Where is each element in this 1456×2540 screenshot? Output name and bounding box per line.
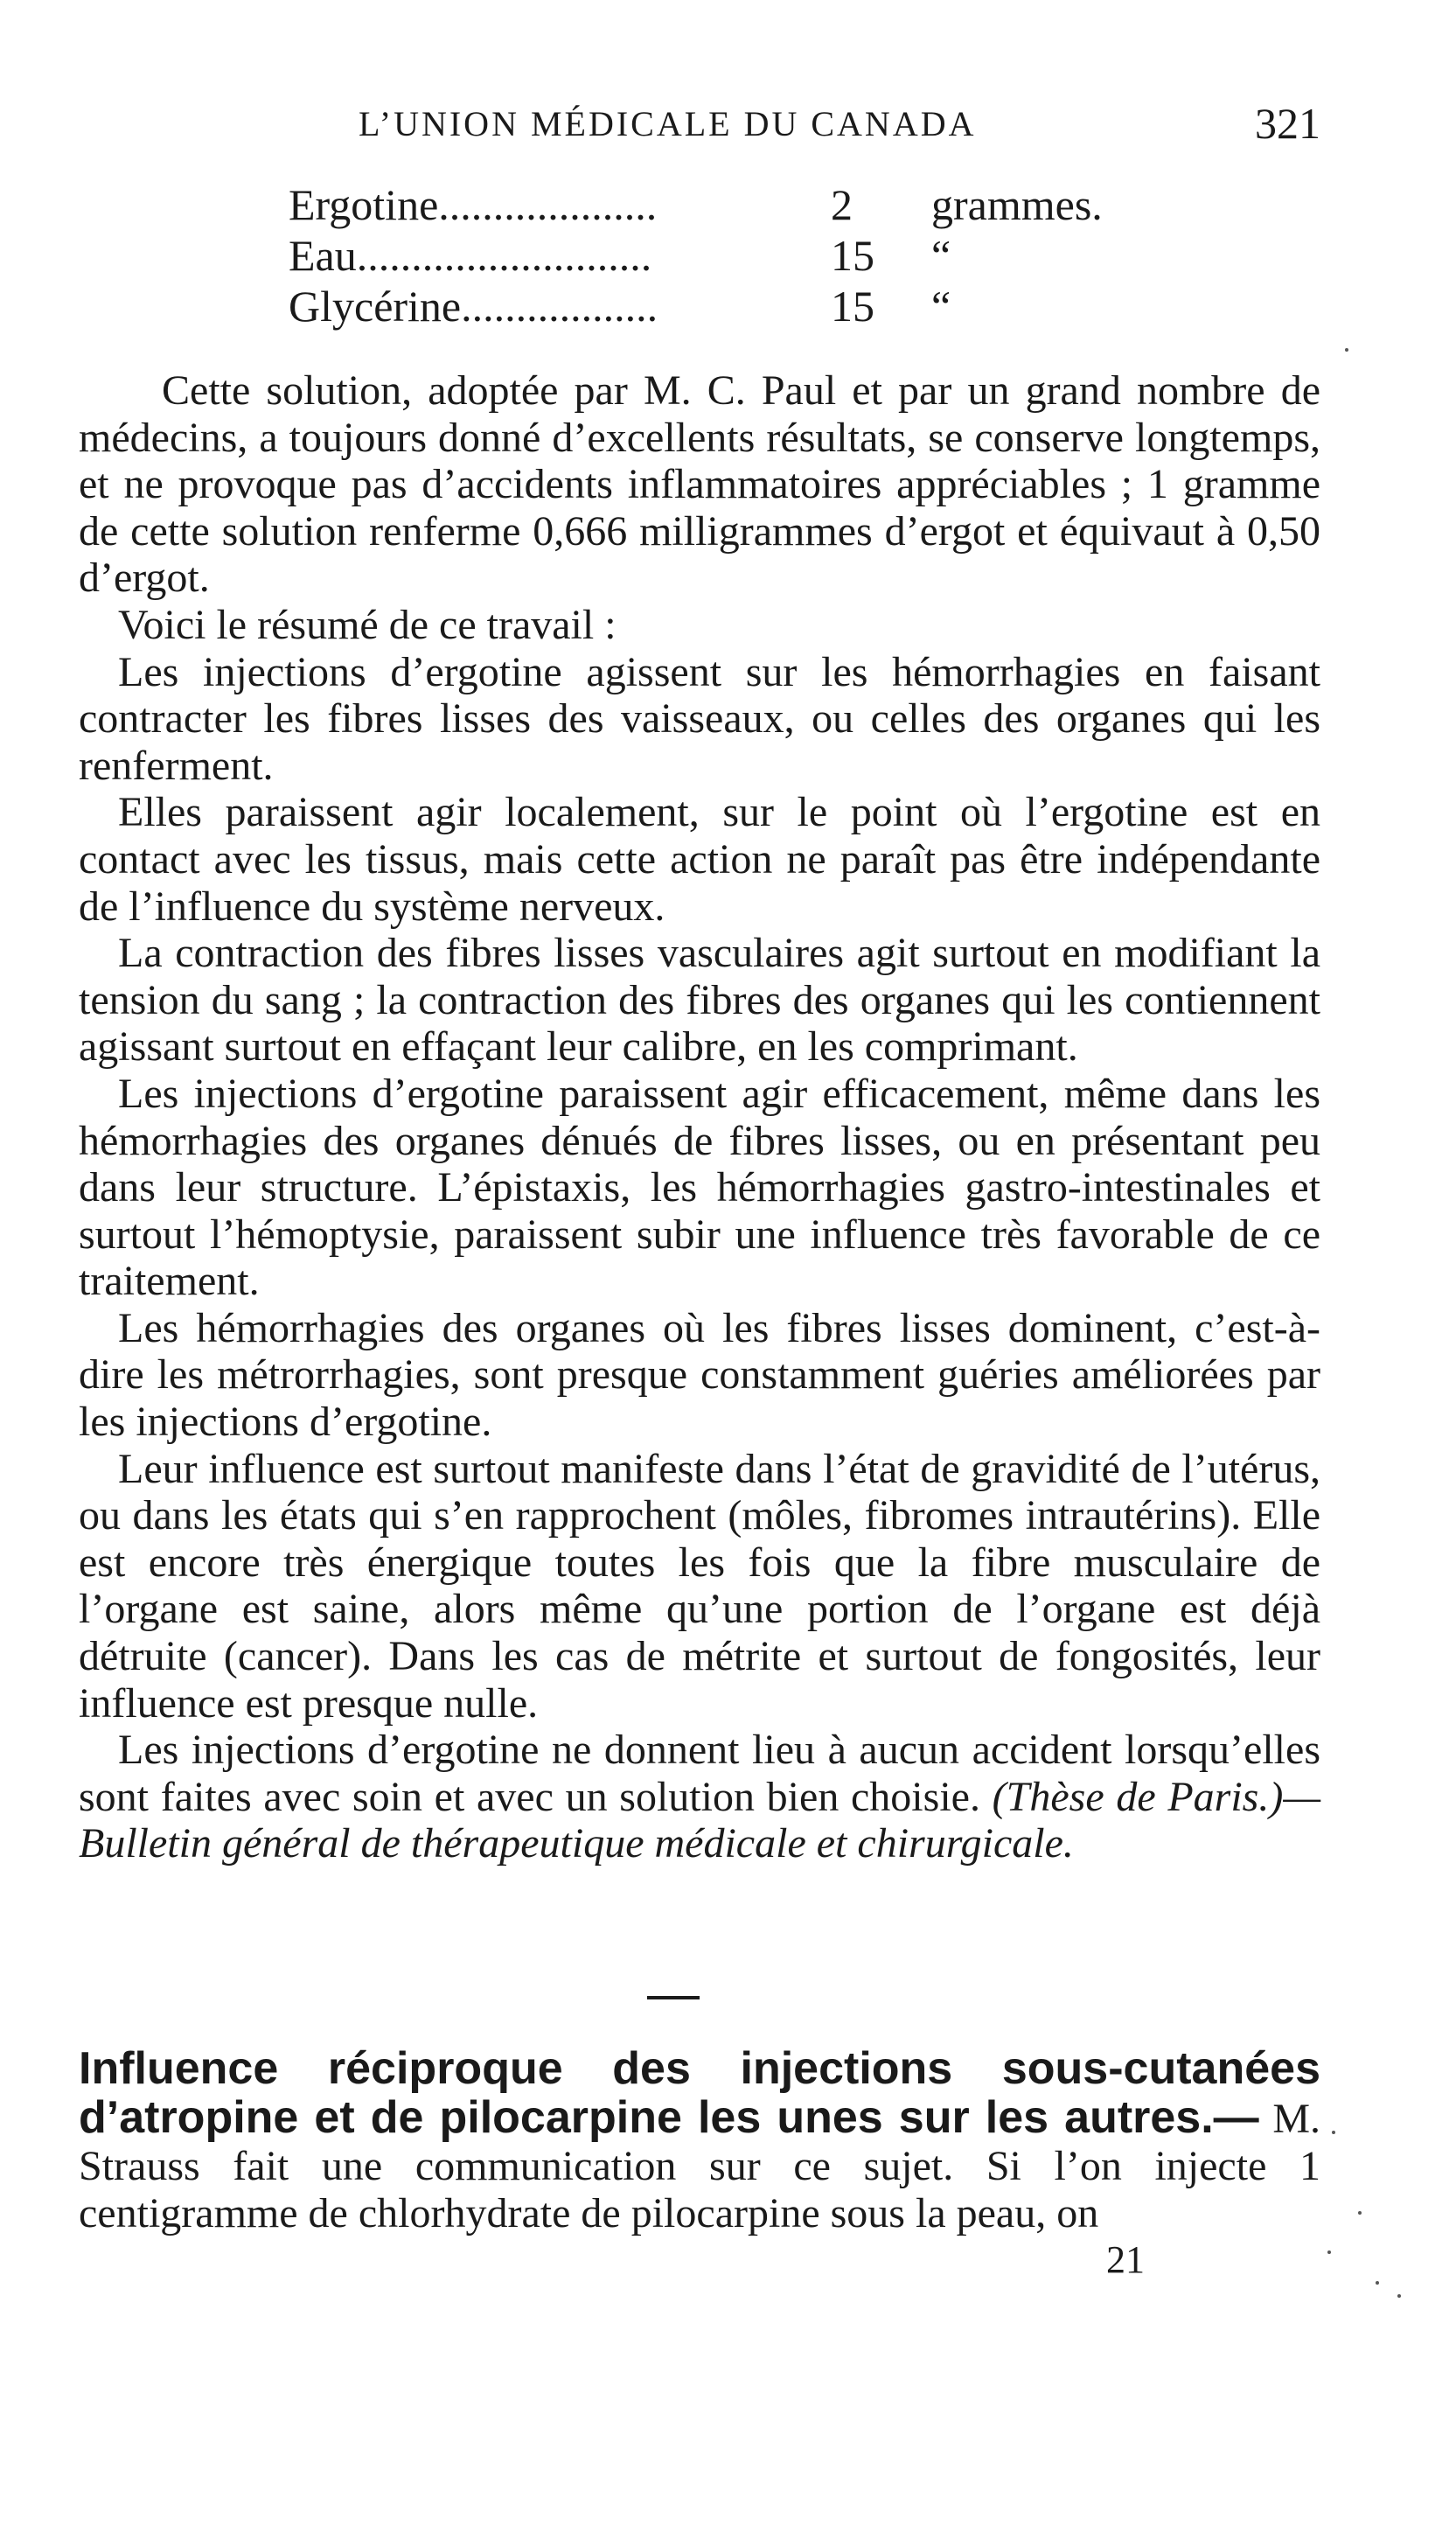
formula-ingredient: Glycérine..................	[289, 282, 658, 331]
speck	[1376, 2281, 1379, 2285]
article-heading: Influence réciproque des injections sous-cutanées d’atropine et de pilocarpine les unes sur les autres.—	[79, 2043, 1320, 2143]
journal-title: L’UNION MÉDICALE DU CANADA	[359, 104, 977, 143]
paragraph-text: Les injections d’ergotine ne donnent lieu à aucun accident lorsqu’elles sont faites avec soin et avec un solution bien choisie.	[79, 1727, 1320, 1820]
formula-unit: “	[931, 231, 951, 280]
speck	[1397, 2294, 1401, 2298]
formula-row	[289, 179, 1163, 230]
speck	[1358, 2211, 1362, 2215]
formula-unit: grammes.	[931, 180, 1103, 229]
paragraph: Les hémorrhagies des organes où les fibres lisses dominent, c’est-à-dire les métrorrhagies, sont presque constamment guéries améliorées par les injections d’ergotine.	[79, 1304, 1320, 1446]
formula-ingredient: Eau...........................	[289, 231, 652, 280]
paragraph: Cette solution, adoptée par M. C. Paul et par un grand nombre de médecins, a toujours donné d’excellents résultats, se conserve longtemps, et ne provoque pas d’accidents inflammatoires appréciables ; 1 gramme de cette solution renferme 0,666 milligrammes d’ergot et équivaut à 0,50 d’ergot.	[79, 367, 1320, 602]
running-head	[79, 99, 1320, 156]
formula-row	[289, 281, 1163, 331]
formula-row	[289, 230, 1163, 281]
speck	[1327, 2250, 1331, 2254]
paragraph: Elles paraissent agir localement, sur le point où l’ergotine est en contact avec les tissus, mais cette action ne paraît pas être indépendante de l’influence du système nerveux.	[79, 789, 1320, 930]
formula-quantity: 15	[831, 282, 874, 331]
paragraph: Leur influence est surtout manifeste dans l’état de gravidité de l’utérus, ou dans les états qui s’en rapprochent (môles, fibromes intrautérins). Elle est encore très énergique toutes les fois que la fibre musculaire de l’organe est saine, alors même qu’une portion de l’organe est déjà détruite (cancer). Dans les cas de métrite et surtout de fongosités, leur influence est presque nulle.	[79, 1445, 1320, 1727]
formula-ingredient: Ergotine....................	[289, 180, 658, 229]
speck	[1345, 348, 1348, 352]
section-divider	[647, 1996, 700, 1999]
citation: (Thèse de Paris.)—Bulletin général de thérapeutique médicale et chirurgicale.	[79, 1773, 1321, 1867]
paragraph: La contraction des fibres lisses vasculaires agit surtout en modifiant la tension du sang ; la contraction des fibres des organes qui les contiennent agissant surtout en effaçant leur calibre, en les comprimant.	[79, 930, 1320, 1071]
formula-unit: “	[931, 282, 951, 331]
body-text	[79, 367, 1320, 1867]
speck	[1332, 2131, 1335, 2134]
formula-table	[289, 179, 1163, 331]
paragraph	[79, 1727, 1320, 1867]
paragraph: Voici le résumé de ce travail :	[118, 601, 617, 648]
paragraph: Les injections d’ergotine paraissent agir efficacement, même dans les hémorrhagies des organes dénués de fibres lisses, ou en présentant peu dans leur structure. L’épistaxis, les hémorrhagies gastro-intestinales et surtout l’hémoptysie, paraissent subir une influence très favorable de ce traitement.	[79, 1070, 1320, 1305]
formula-quantity: 15	[831, 231, 874, 280]
signature-mark: 21	[1106, 2238, 1145, 2281]
next-article	[79, 2045, 1320, 2237]
article-text: M. Strauss fait une communication sur ce sujet. Si l’on injecte 1 centigramme de chlorhydrate de pilocarpine sous la peau, on	[79, 2096, 1321, 2236]
paragraph: Les injections d’ergotine agissent sur les hémorrhagies en faisant contracter les fibres lisses des vaisseaux, ou celles des organes qui les renferment.	[79, 648, 1320, 789]
formula-quantity: 2	[831, 180, 853, 229]
page-number: 321	[1255, 99, 1320, 148]
